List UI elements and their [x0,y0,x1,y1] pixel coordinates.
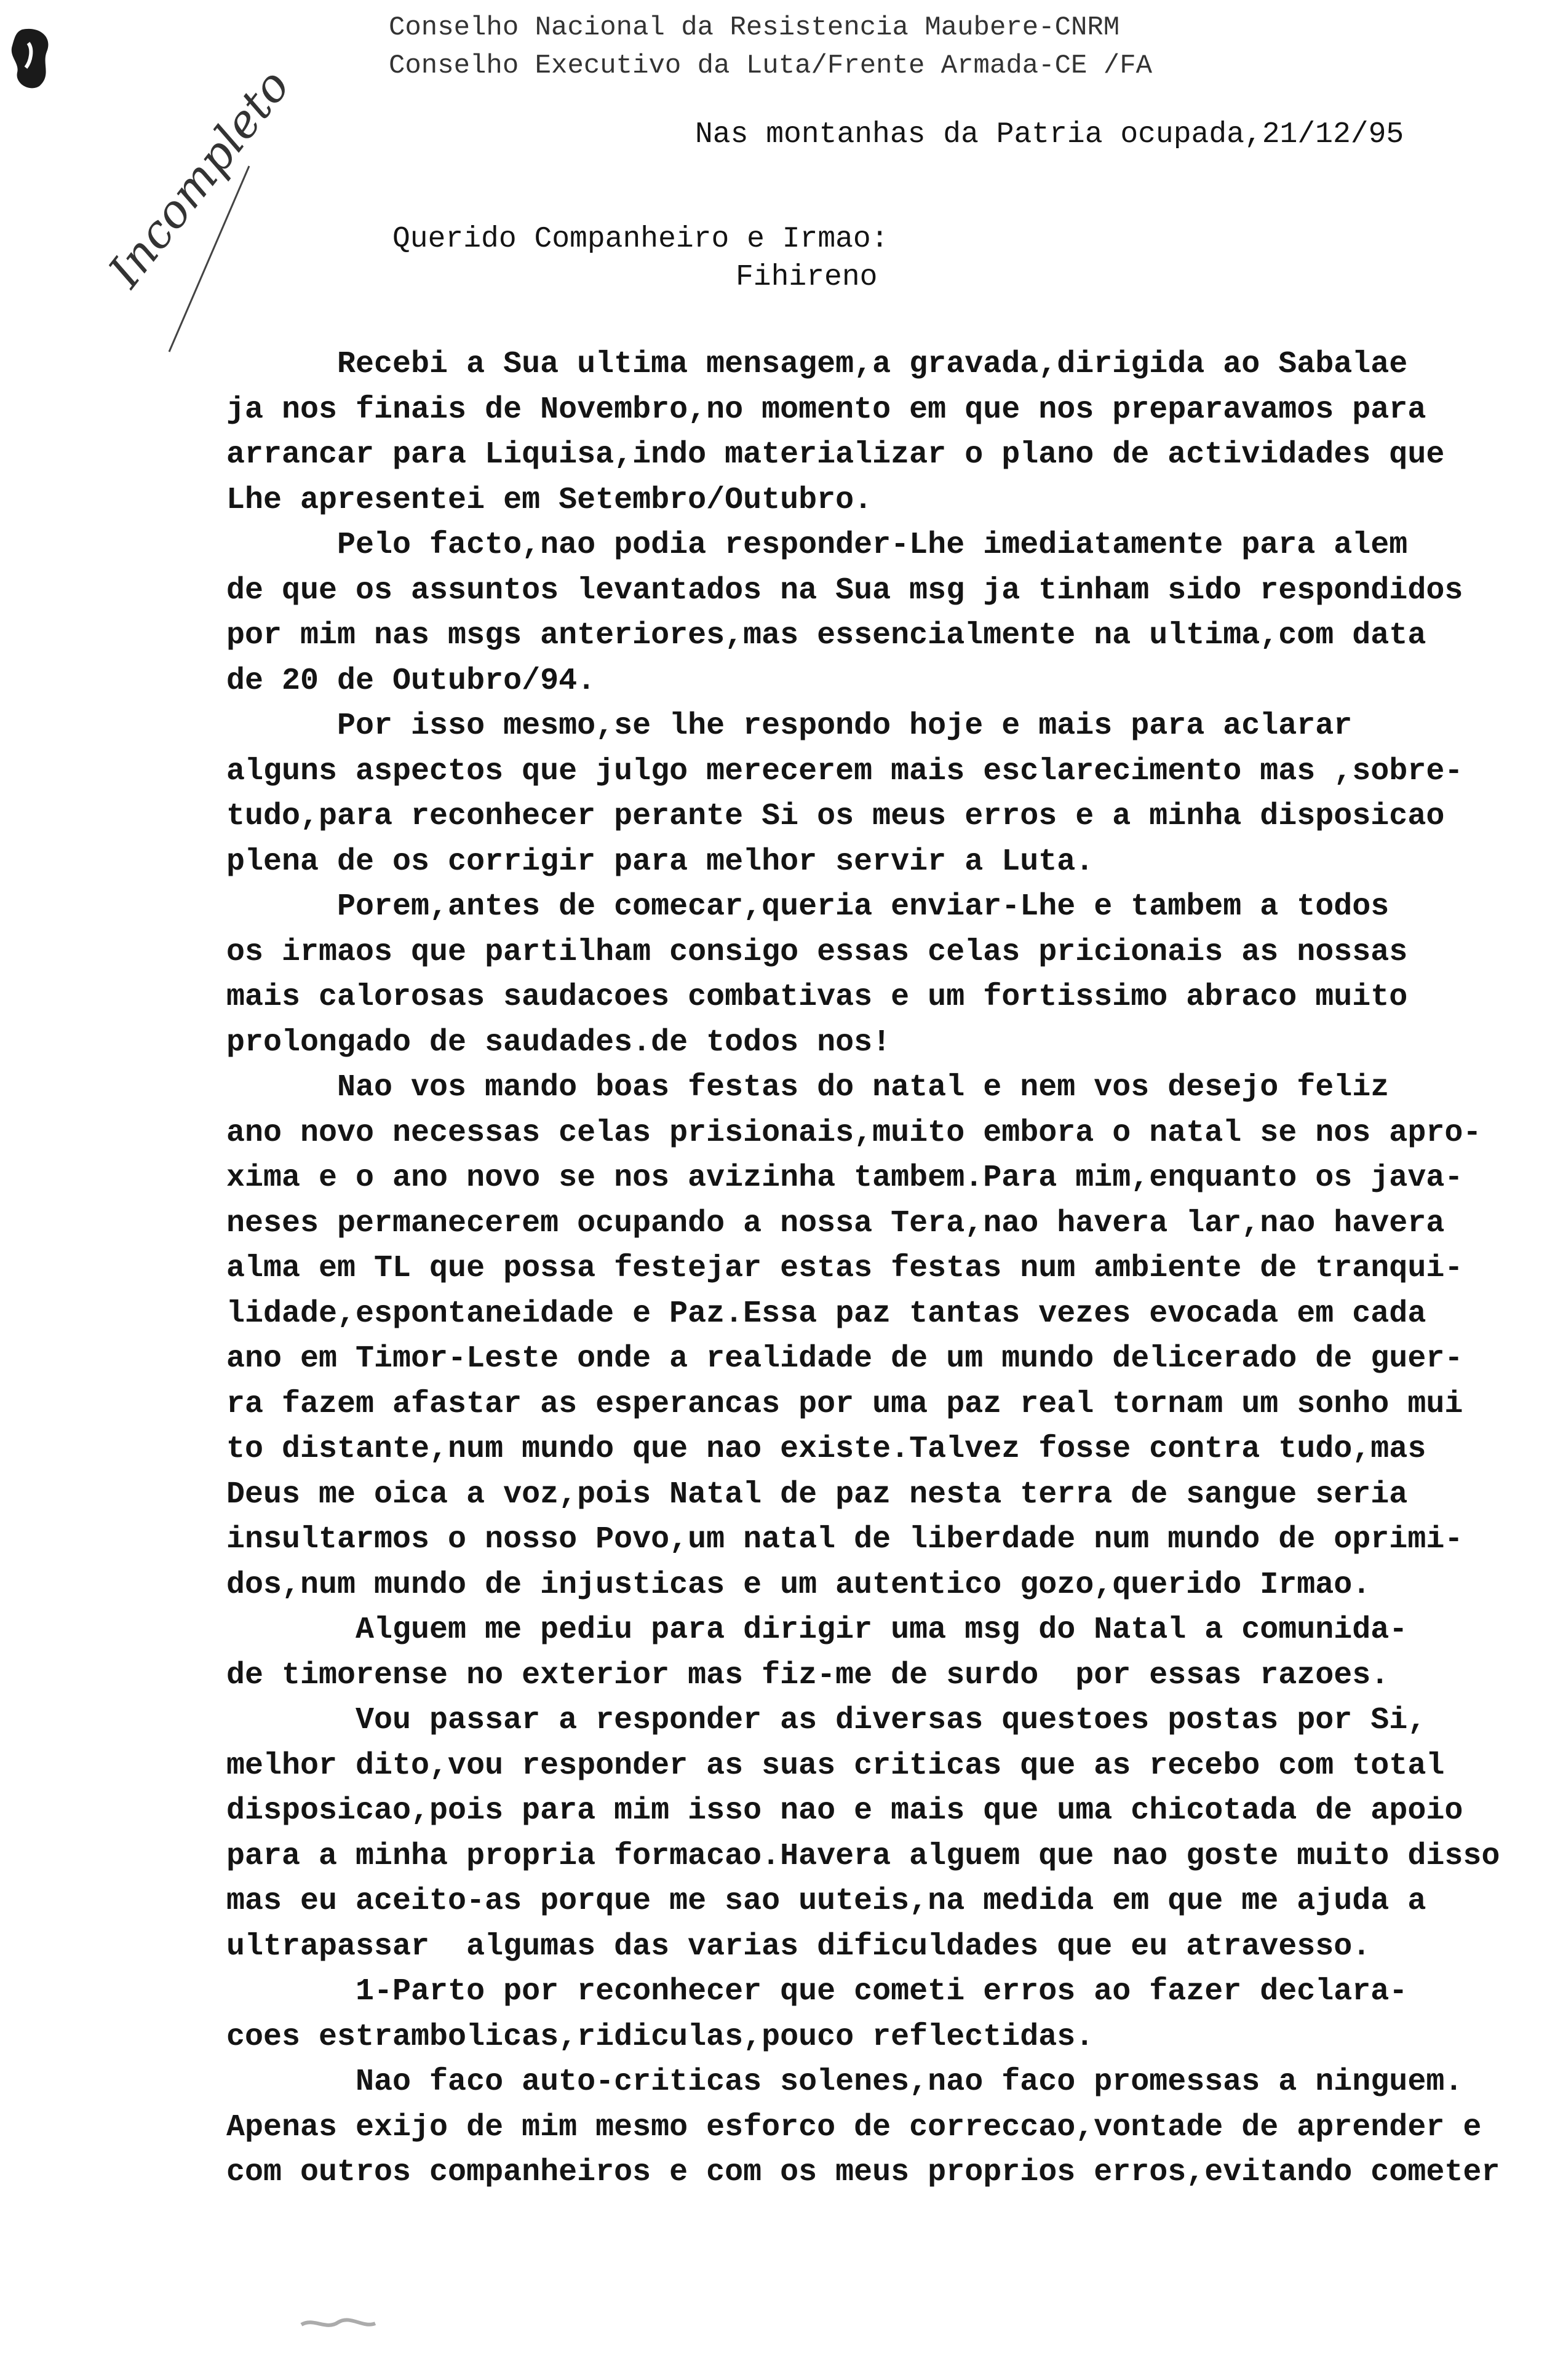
body-line: Pelo facto,nao podia responder-Lhe imediatamente para alem [226,528,1408,563]
body-line: Por isso mesmo,se lhe respondo hoje e mais para aclarar [226,708,1353,744]
body-line: Alguem me pediu para dirigir uma msg do Natal a comunida- [226,1612,1408,1648]
body-line: Porem,antes de comecar,queria enviar-Lhe e tambem a todos [226,889,1390,924]
body-line: ano em Timor-Leste onde a realidade de um mundo delicerado de guer- [226,1341,1463,1376]
body-line: 1-Parto por reconhecer que cometi erros ao fazer declara- [226,1974,1408,2009]
recipient-name: Fihireno [736,261,878,294]
body-line: mas eu aceito-as porque me sao uuteis,na medida em que me ajuda a [226,1884,1426,1919]
body-line: Recebi a Sua ultima mensagem,a gravada,dirigida ao Sabalae [226,347,1408,382]
body-line: dos,num mundo de injusticas e um autentico gozo,querido Irmao. [226,1567,1371,1603]
body-line: os irmaos que partilham consigo essas celas pricionais as nossas [226,934,1408,970]
letterhead-line-1: Conselho Nacional da Resistencia Maubere-CNRM [389,12,1120,43]
body-line: Lhe apresentei em Setembro/Outubro. [226,482,873,518]
body-line: to distante,num mundo que nao existe.Talvez fosse contra tudo,mas [226,1432,1426,1467]
body-line: Nao vos mando boas festas do natal e nem vos desejo feliz [226,1070,1390,1105]
body-line: de 20 de Outubro/94. [226,663,596,699]
body-line: para a minha propria formacao.Havera alguem que nao goste muito disso [226,1838,1500,1874]
body-line: disposicao,pois para mim isso nao e mais que uma chicotada de apoio [226,1793,1463,1828]
scan-smudge-mark [295,2306,381,2346]
margin-annotation-text: Incompleto [98,60,300,297]
body-line: Apenas exijo de mim mesmo esforco de correccao,vontade de aprender e [226,2109,1482,2145]
body-line: por mim nas msgs anteriores,mas essencialmente na ultima,com data [226,618,1426,653]
body-line: Deus me oica a voz,pois Natal de paz nesta terra de sangue seria [226,1477,1408,1512]
body-line: arrancar para Liquisa,indo materializar o plano de actividades que [226,437,1445,472]
body-line: xima e o ano novo se nos avizinha tambem.Para mim,enquanto os java- [226,1160,1463,1196]
body-line: de timorense no exterior mas fiz-me de surdo por essas razoes. [226,1657,1390,1693]
body-line: neses permanecerem ocupando a nossa Tera,nao havera lar,nao havera [226,1205,1445,1241]
body-line: alguns aspectos que julgo merecerem mais esclarecimento mas ,sobre- [226,753,1463,789]
body-line: lidade,espontaneidade e Paz.Essa paz tantas vezes evocada em cada [226,1296,1426,1331]
body-line: Vou passar a responder as diversas questoes postas por Si, [226,1703,1426,1738]
dateline: Nas montanhas da Patria ocupada,21/12/95 [695,118,1404,151]
body-line: ja nos finais de Novembro,no momento em que nos preparavamos para [226,392,1426,427]
body-line: coes estrambolicas,ridiculas,pouco reflectidas. [226,2019,1094,2055]
body-line: ra fazem afastar as esperancas por uma paz real tornam um sonho mui [226,1386,1463,1422]
body-line: prolongado de saudades.de todos nos! [226,1025,891,1060]
letterhead-line-2: Conselho Executivo da Luta/Frente Armada-CE /FA [389,50,1153,81]
body-line: ultrapassar algumas das varias dificuldades que eu atravesso. [226,1929,1371,1964]
body-line: ano novo necessas celas prisionais,muito embora o natal se nos apro- [226,1115,1482,1151]
salutation: Querido Companheiro e Irmao: [392,223,889,256]
body-line: com outros companheiros e com os meus proprios erros,evitando cometer [226,2155,1500,2190]
body-line: tudo,para reconhecer perante Si os meus erros e a minha disposicao [226,799,1445,834]
body-line: plena de os corrigir para melhor servir a Luta. [226,844,1094,879]
body-line: mais calorosas saudacoes combativas e um fortissimo abraco muito [226,980,1408,1015]
letter-body [226,342,1500,2196]
body-line: insultarmos o nosso Povo,um natal de liberdade num mundo de oprimi- [226,1522,1463,1557]
body-line: alma em TL que possa festejar estas festas num ambiente de tranqui- [226,1251,1463,1286]
letterhead [389,9,1152,85]
body-line: Nao faco auto-criticas solenes,nao faco promessas a ninguem. [226,2065,1463,2100]
body-line: de que os assuntos levantados na Sua msg ja tinham sido respondidos [226,573,1463,608]
body-line: melhor dito,vou responder as suas criticas que as recebo com total [226,1748,1445,1783]
margin-annotation [37,37,300,297]
